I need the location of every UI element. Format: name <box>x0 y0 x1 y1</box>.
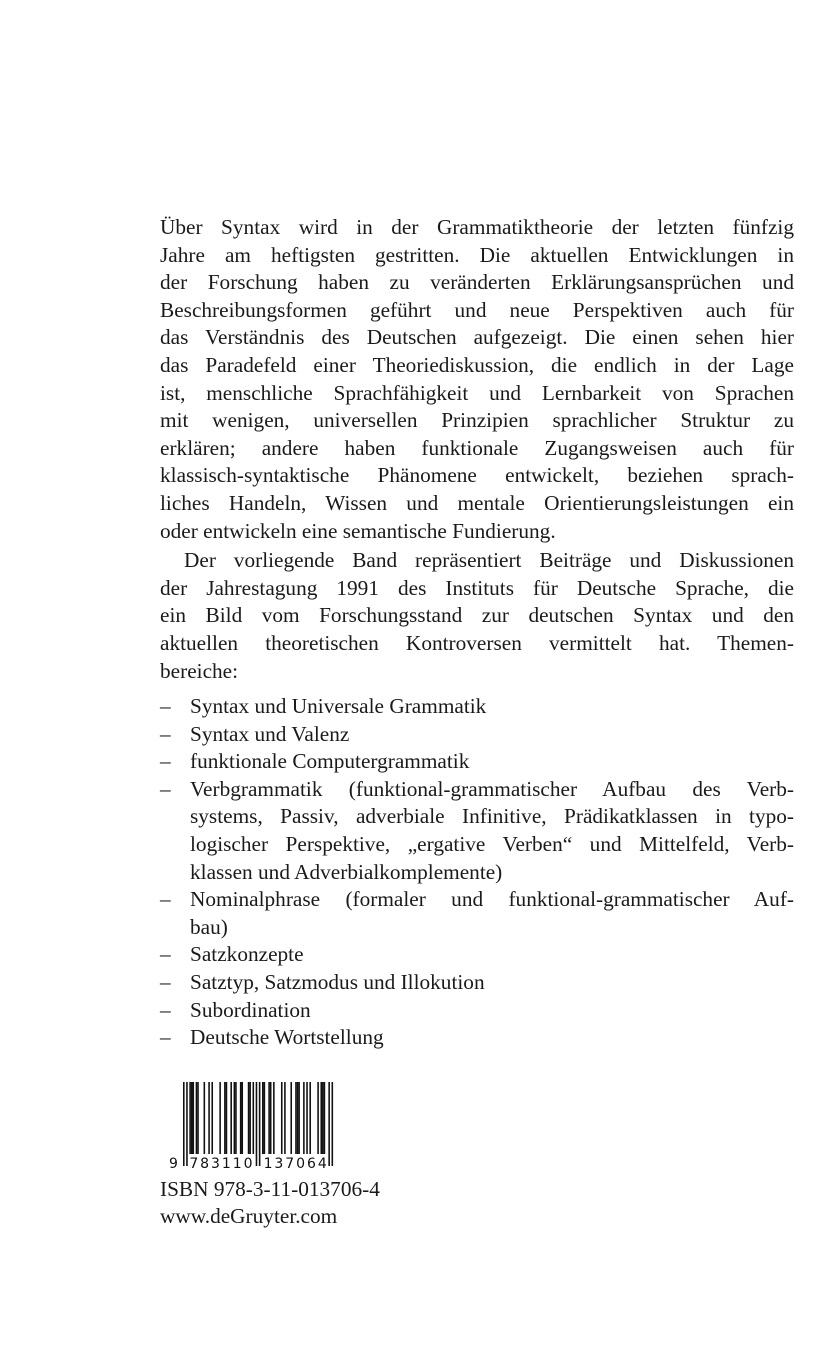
topic-list-item <box>160 776 794 886</box>
barcode-bar <box>297 1082 299 1154</box>
text-line: liches Handeln, Wissen und mentale Orientierungsleistungen ein <box>160 490 794 515</box>
text-line: systems, Passiv, adverbiale Infinitive, Prädikatklassen in typo- <box>190 804 794 829</box>
text-line: Satzkonzepte <box>190 942 304 967</box>
text-line: klassisch-syntaktische Phänomene entwickelt, beziehen sprach- <box>160 463 794 488</box>
barcode-bar <box>219 1082 221 1154</box>
barcode-bar <box>268 1082 270 1154</box>
barcode-bar <box>211 1082 213 1154</box>
topic-list-item <box>160 941 794 969</box>
text-line: Syntax und Valenz <box>190 721 350 746</box>
barcode-bar <box>186 1082 188 1166</box>
topic-text <box>190 886 794 941</box>
text-line: funktionale Computergrammatik <box>190 749 470 774</box>
barcode-bar <box>224 1082 226 1154</box>
barcode-bar <box>295 1082 297 1154</box>
text-line: Der vorliegende Band repräsentiert Beiträge und Diskussionen <box>184 548 794 573</box>
text-line: aktuellen theoretischen Kontroversen vermittelt hat. Themen- <box>160 630 794 655</box>
barcode-bar <box>249 1082 251 1154</box>
text-line: der Forschung haben zu veränderten Erklärungsansprüchen und <box>160 270 794 295</box>
back-cover-content <box>160 214 794 1230</box>
text-line: Syntax und Universale Grammatik <box>190 694 487 719</box>
topic-list-item <box>160 748 794 776</box>
description-paragraph-2 <box>160 547 794 685</box>
topic-list-item <box>160 721 794 749</box>
publisher-info <box>160 1176 794 1230</box>
text-line: oder entwickeln eine semantische Fundierung. <box>160 518 556 543</box>
text-line: Satztyp, Satzmodus und Illokution <box>190 970 485 995</box>
description-paragraph-1 <box>160 214 794 545</box>
text-line: Subordination <box>190 997 311 1022</box>
barcode-bar <box>234 1082 236 1154</box>
topic-text <box>190 776 794 886</box>
topic-text <box>190 693 794 721</box>
isbn-barcode <box>163 1080 343 1172</box>
barcode-bar <box>192 1082 194 1154</box>
dash-bullet: – <box>160 942 171 967</box>
dash-bullet: – <box>160 997 171 1022</box>
barcode-bar <box>197 1082 199 1154</box>
barcode-bar <box>230 1082 232 1154</box>
barcode-bar <box>253 1082 255 1154</box>
text-line: Nominalphrase (formaler und funktional-grammatischer Auf- <box>190 887 794 912</box>
barcode-bar <box>196 1082 198 1154</box>
text-line: Über Syntax wird in der Grammatiktheorie der letzten fünfzig <box>160 215 794 239</box>
barcode-bar <box>284 1082 286 1154</box>
text-line: Deutsche Wortstellung <box>190 1025 384 1050</box>
text-line: ist, menschliche Sprachfähigkeit und Lernbarkeit von Sprachen <box>160 380 794 405</box>
barcode-digits: 137064 <box>263 1155 327 1172</box>
barcode-bar <box>264 1082 266 1154</box>
barcode-bar <box>241 1082 243 1154</box>
barcode-bar <box>204 1082 206 1154</box>
topic-list-item <box>160 969 794 997</box>
text-line: bau) <box>190 914 228 939</box>
topic-text <box>190 969 794 997</box>
dash-bullet: – <box>160 721 171 746</box>
barcode-digits: 9 <box>169 1155 178 1172</box>
barcode-bar <box>324 1082 326 1154</box>
dash-bullet: – <box>160 749 171 774</box>
barcode-bar <box>270 1082 272 1154</box>
topic-list-item <box>160 1024 794 1052</box>
topic-text <box>190 748 794 776</box>
barcode-bar <box>273 1082 275 1154</box>
dash-bullet: – <box>160 1025 171 1050</box>
barcode-bar <box>306 1082 308 1154</box>
barcode-bar <box>317 1082 319 1154</box>
text-line: ein Bild vom Forschungsstand zur deutschen Syntax und den <box>160 603 794 628</box>
text-line: Beschreibungsformen geführt und neue Perspektiven auch für <box>160 297 794 322</box>
topic-text <box>190 1024 794 1052</box>
barcode-bar <box>235 1082 237 1154</box>
topic-text <box>190 941 794 969</box>
barcode-bar <box>328 1082 330 1166</box>
topic-text <box>190 721 794 749</box>
barcode-bar <box>189 1082 191 1154</box>
publisher-website: www.deGruyter.com <box>160 1203 338 1228</box>
barcode-bar <box>240 1082 242 1154</box>
text-line: logischer Perspektive, „ergative Verben“ und Mittelfeld, Verb- <box>190 832 794 857</box>
text-line: Verbgrammatik (funktional-grammatischer Aufbau des Verb- <box>190 776 794 801</box>
barcode-bar <box>256 1082 258 1166</box>
barcode-bar <box>248 1082 250 1154</box>
barcode-bar <box>281 1082 283 1154</box>
barcode-bar <box>332 1082 334 1166</box>
dash-bullet: – <box>160 970 171 995</box>
barcode-bar <box>298 1082 300 1154</box>
barcode-bar <box>290 1082 292 1154</box>
barcode-bar <box>183 1082 185 1166</box>
barcode-digits: 783110 <box>189 1155 253 1172</box>
text-line: das Verständnis des Deutschen aufgezeigt. Die einen sehen hier <box>160 325 794 350</box>
barcode-bar <box>262 1082 264 1154</box>
topic-list-item <box>160 997 794 1025</box>
barcode-bar <box>322 1082 324 1154</box>
barcode-bar <box>309 1082 311 1154</box>
barcode-bar <box>226 1082 228 1154</box>
dash-bullet: – <box>160 694 171 719</box>
barcode-bar <box>320 1082 322 1154</box>
dash-bullet: – <box>160 776 171 801</box>
text-line: erklären; andere haben funktionale Zugangsweisen auch für <box>160 435 794 460</box>
topic-list-item <box>160 693 794 721</box>
dash-bullet: – <box>160 887 171 912</box>
topic-text <box>190 997 794 1025</box>
text-line: bereiche: <box>160 658 239 683</box>
isbn-number: ISBN 978-3-11-013706-4 <box>160 1176 380 1201</box>
text-line: klassen und Adverbialkomplemente) <box>190 859 503 884</box>
text-line: das Paradefeld einer Theoriediskussion, die endlich in der Lage <box>160 352 794 377</box>
barcode-bar <box>259 1082 261 1166</box>
text-line: der Jahrestagung 1991 des Instituts für Deutsche Sprache, die <box>160 575 794 600</box>
text-line: mit wenigen, universellen Prinzipien sprachlicher Struktur zu <box>160 408 794 433</box>
text-line: Jahre am heftigsten gestritten. Die aktuellen Entwicklungen in <box>160 242 794 267</box>
topics-list <box>160 693 794 1052</box>
barcode-bar <box>303 1082 305 1154</box>
topic-list-item <box>160 886 794 941</box>
barcode-bar <box>191 1082 193 1154</box>
barcode-bar <box>208 1082 210 1154</box>
